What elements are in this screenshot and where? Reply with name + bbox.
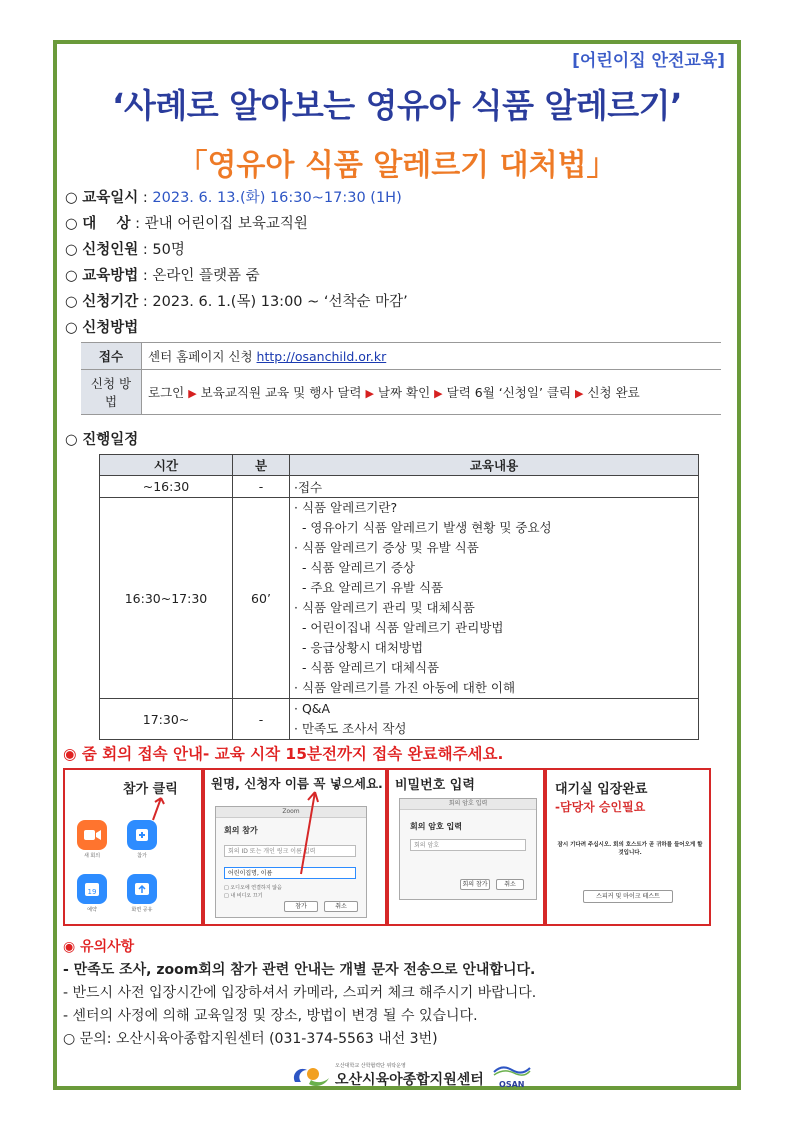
cancel-button[interactable]: 취소 (324, 901, 358, 912)
panel-waiting-room (545, 768, 711, 926)
table-row: ~16:30 - ·접수 (100, 476, 699, 498)
info-date: ○ 교육일시 : 2023. 6. 13.(화) 16:30~17:30 (1H) (65, 190, 402, 206)
password-dialog: 회의 암호 입력 회의 암호 입력 회의 암호 회의 참가 취소 (399, 798, 537, 900)
center-logo: 오산대학교 산학협력단 위탁운영 오산시육아종합지원센터 OSAN (289, 1058, 532, 1092)
apply-table (81, 342, 721, 415)
join-button[interactable]: 참가 (284, 901, 318, 912)
schedule-label: 예약 (87, 907, 97, 913)
document-frame (53, 40, 741, 1090)
page-subtitle: 「영유아 식품 알레르기 대처법」 (177, 148, 617, 183)
panel1-title: 참가 클릭 (123, 782, 178, 797)
share-screen-label: 화면 공유 (131, 907, 153, 913)
logo-mark-icon (289, 1060, 333, 1090)
col-time: 시간 (100, 455, 233, 476)
apply-reception-head: 접수 (81, 343, 142, 370)
info-method: ○ 교육방법 : 온라인 플랫폼 줌 (65, 268, 260, 284)
meeting-id-field[interactable]: 회의 ID 또는 개인 링크 이름 입력 (224, 845, 356, 857)
table-row: 17:30~ - · Q&A · 만족도 조사서 작성 (100, 699, 699, 740)
panel-enter-name (203, 768, 387, 926)
panel4-subtitle: -담당자 승인필요 (555, 800, 646, 814)
join-dialog: Zoom 회의 참가 회의 ID 또는 개인 링크 이름 입력 어린이집명, 이름 □ 오디오에 연결하지 않음 □ 내 비디오 끄기 참가 취소 (215, 806, 367, 918)
info-capacity: ○ 신청인원 : 50명 (65, 242, 185, 258)
info-period: ○ 신청기간 : 2023. 6. 1.(목) 13:00 ~ ‘선착순 마감’ (65, 294, 408, 310)
homepage-link[interactable]: http://osanchild.or.kr (256, 349, 387, 364)
speaker-mic-test-button[interactable]: 스피커 및 마이크 테스트 (583, 890, 673, 903)
wave-icon (492, 1064, 532, 1076)
panel2-title: 원명, 신청자 이름 꼭 넣으세요. (211, 776, 383, 791)
join-label: 참가 (137, 853, 147, 859)
page-title: ‘사례로 알아보는 영유아 식품 알레르기’ (111, 86, 683, 125)
apply-heading: ○ 신청방법 (65, 320, 139, 336)
red-arrow-icon (149, 792, 169, 822)
col-minutes: 분 (233, 455, 290, 476)
red-arrow-icon (295, 788, 325, 878)
caution-item: - 만족도 조사, zoom회의 참가 관련 안내는 개별 문자 전송으로 안내합니다. (63, 962, 536, 978)
caution-section (63, 936, 536, 1051)
waiting-message: 잠시 기다려 주십시오. 회의 호스트가 곧 귀하를 들어오게 할 것입니다. (557, 842, 703, 856)
svg-text:19: 19 (87, 888, 97, 896)
panel-join-click (63, 768, 203, 926)
contact-info: ○ 문의: 오산시육아종합지원센터 (031-374-5563 내선 3번) (63, 1031, 438, 1047)
schedule-icon (77, 874, 107, 904)
name-field[interactable]: 어린이집명, 이름 (224, 867, 356, 879)
apply-steps: 로그인 ▶ 보육교직원 교육 및 행사 달력 ▶ 날짜 확인 ▶ 달력 6월 ‘신청일’ 클릭 ▶ 신청 완료 (142, 370, 722, 415)
new-meeting-label: 새 회의 (83, 853, 101, 859)
col-content: 교육내용 (290, 455, 699, 476)
schedule-table (99, 454, 699, 740)
schedule-heading: ○ 진행일정 (65, 432, 139, 448)
logo-name: 오산시육아종합지원센터 (335, 1071, 484, 1088)
panel3-title: 비밀번호 입력 (395, 778, 475, 793)
category-tag: [어린이집 안전교육] (572, 51, 725, 71)
caution-heading: ◉ 유의사항 (63, 939, 135, 955)
zoom-guide-panels (63, 768, 711, 926)
panel4-title: 대기실 입장완료 (555, 782, 648, 797)
share-screen-icon (127, 874, 157, 904)
panel-password (387, 768, 545, 926)
join-meeting-button[interactable]: 회의 참가 (460, 879, 490, 890)
caution-item: - 센터의 사정에 의해 교육일정 및 장소, 방법이 변경 될 수 있습니다. (63, 1008, 478, 1024)
cancel-button[interactable]: 취소 (496, 879, 524, 890)
new-meeting-icon (77, 820, 107, 850)
apply-reception-cell: 센터 홈페이지 신청 http://osanchild.or.kr (142, 343, 722, 370)
caution-item: - 반드시 사전 입장시간에 입장하셔서 카메라, 스피커 체크 해주시기 바랍니다. (63, 985, 537, 1001)
password-field[interactable]: 회의 암호 (410, 839, 526, 851)
info-target: ○ 대 상 : 관내 어린이집 보육교직원 (65, 216, 308, 232)
table-row: 16:30~17:30 60’ · 식품 알레르기란? - 영유아기 식품 알레르기 발생 현황 및 중요성 · 식품 알레르기 증상 및 유발 식품 - 식품 알레르기 증상 - 주요 알레르기 유발 식품 · 식품 알레르기 관리 및 대체식품 - 어린이집내 식품 알레르기 관리방법 - 응급상황시 대처방법 - 식품 알레르기 대체식품 · 식품 알레르기를 가진 아동에 대한 이해 (100, 498, 699, 699)
apply-method-head: 신청 방법 (81, 370, 142, 415)
join-icon (127, 820, 157, 850)
zoom-notice: ◉ 줌 회의 접속 안내- 교육 시작 15분전까지 접속 완료해주세요. (63, 745, 504, 763)
